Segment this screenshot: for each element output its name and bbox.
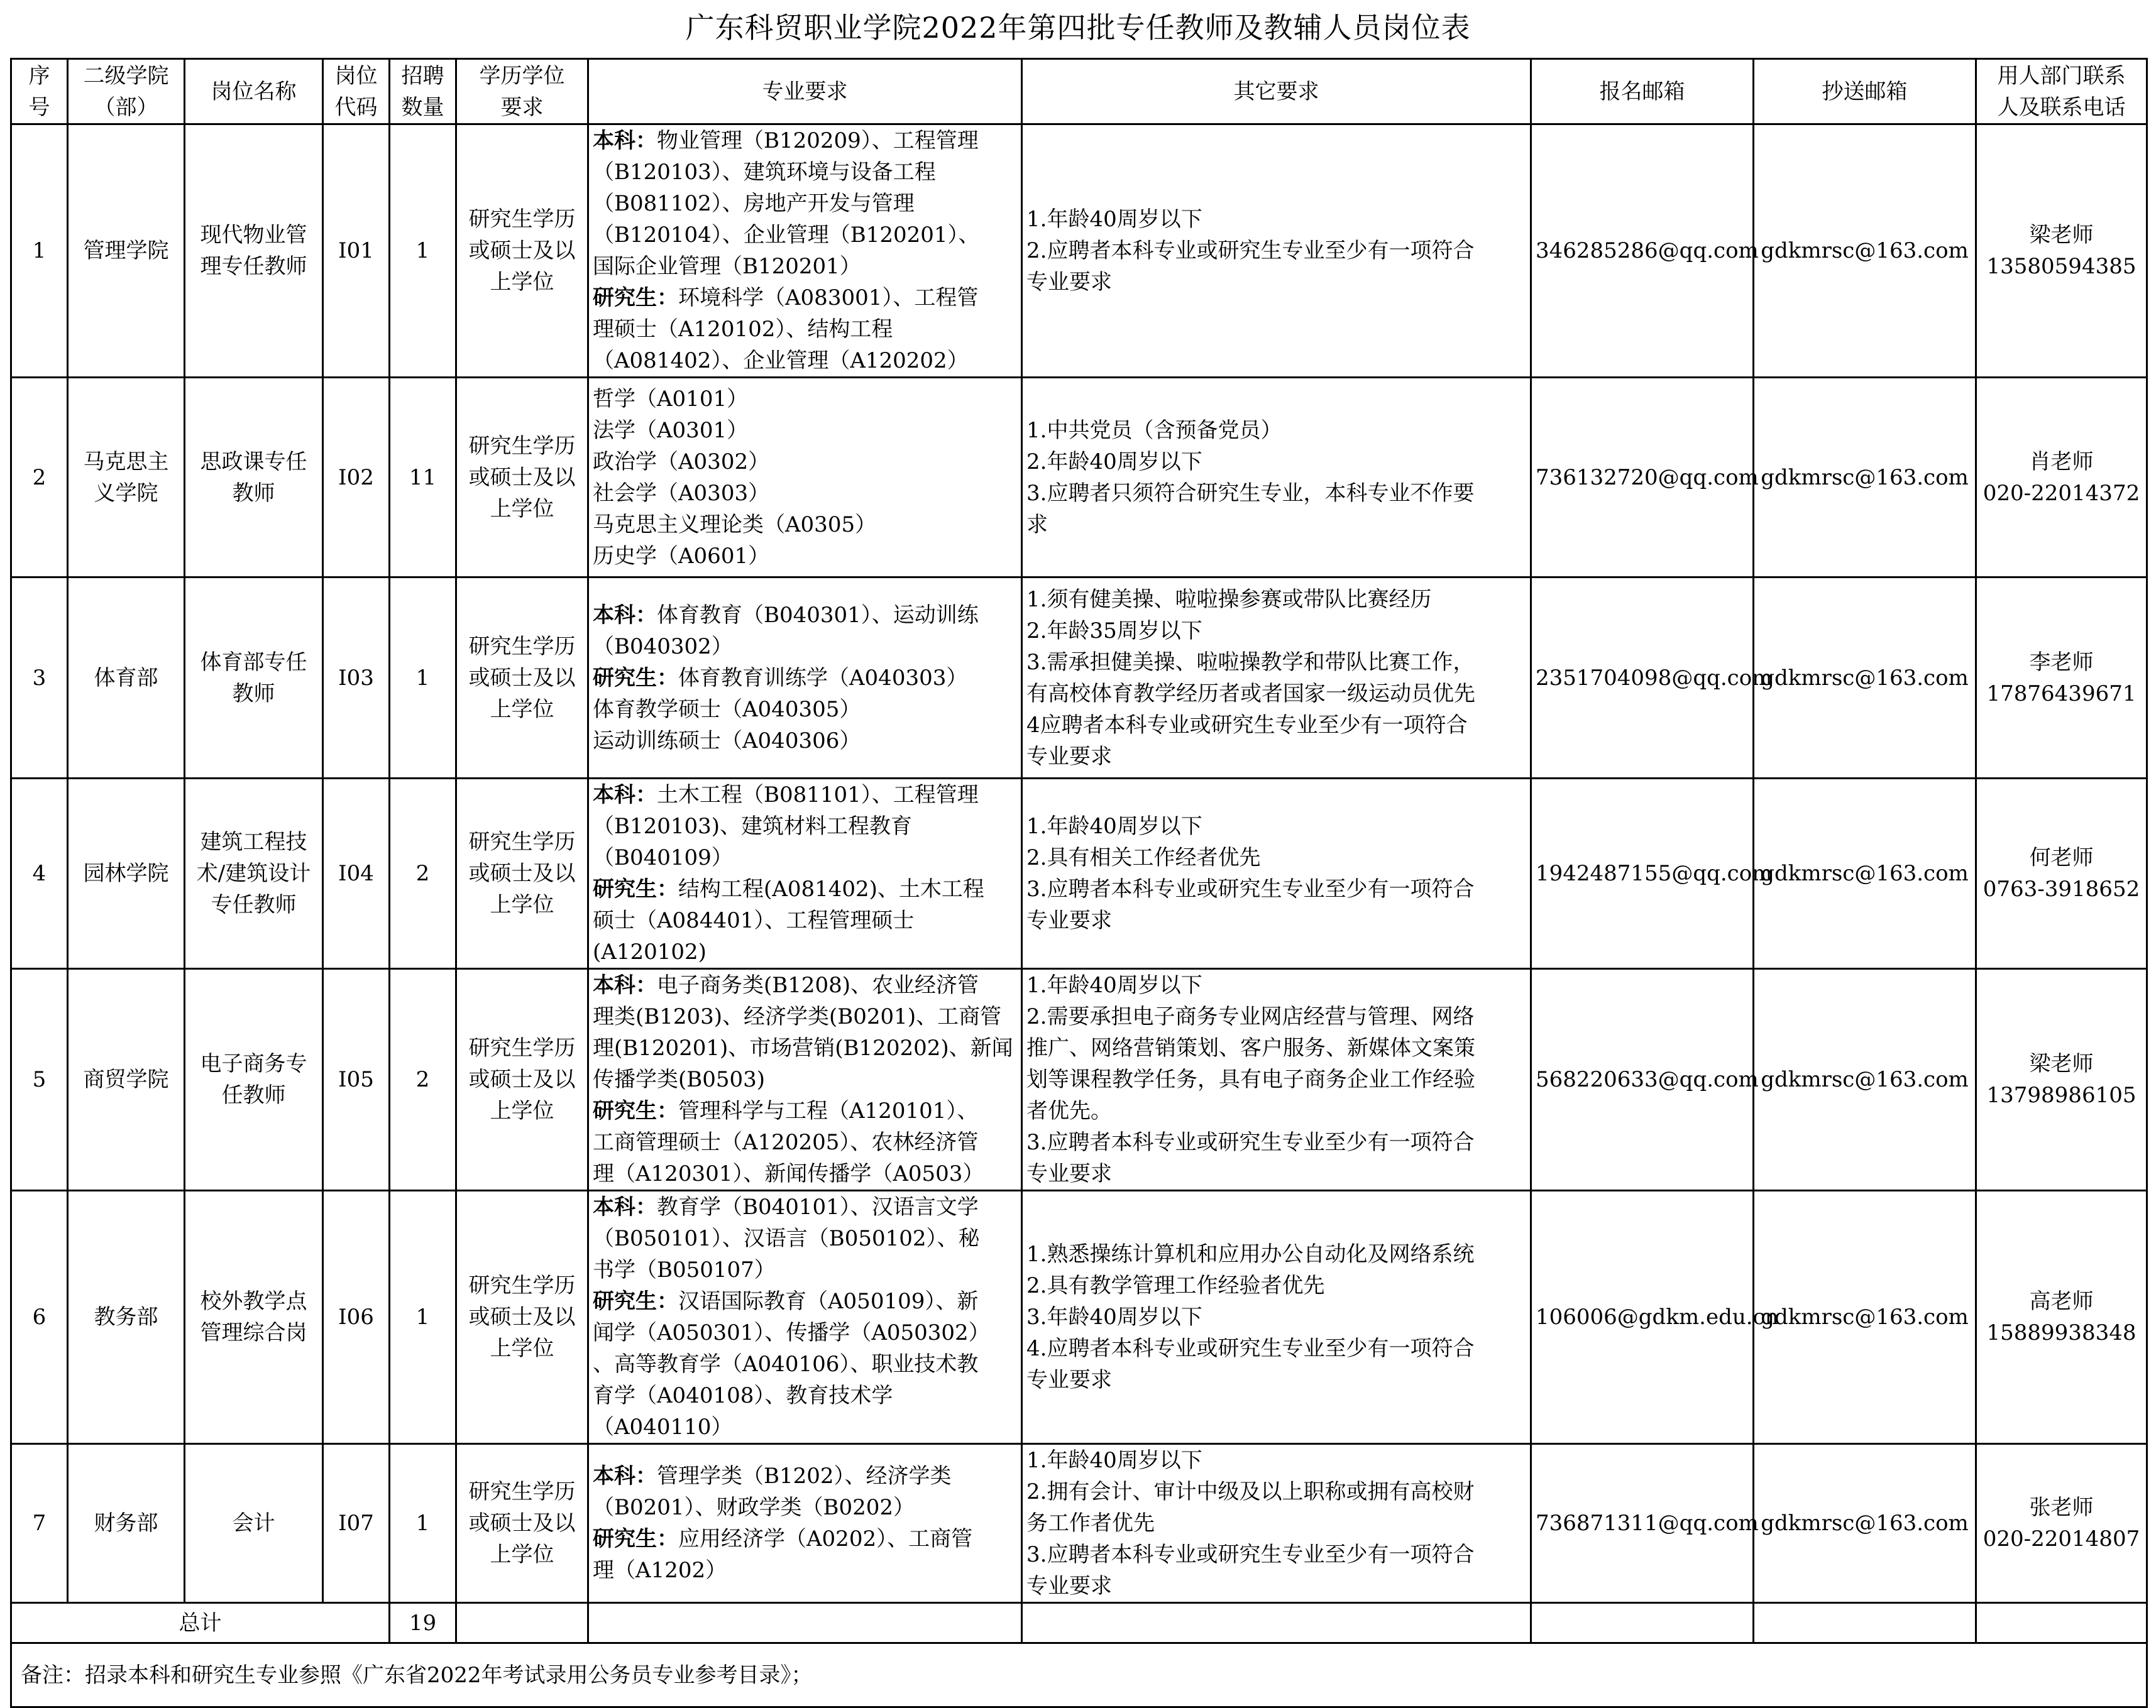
table-row [11,578,2147,779]
cell-line: 1.年龄40周岁以下 [1026,814,1202,839]
cell-count: 1 [390,1444,456,1603]
contact-name: 肖老师 [2029,449,2094,474]
cell-seq: 7 [11,1444,68,1603]
grad-text: 结构工程(A081402)、土木工程 [678,877,984,902]
cell-contact [1976,124,2147,378]
header-contact: 用人部门联系 人及联系电话 [1976,59,2147,124]
major-undergrad-line [593,188,1017,219]
cell-line: 教务部 [94,1305,158,1330]
cell-college [68,124,185,378]
cell-email: 2351704098@qq.com [1531,578,1754,779]
cell-degree [456,378,588,578]
contact-phone: 15889938348 [1986,1320,2137,1345]
cell-line: 务工作者优先 [1026,1511,1155,1536]
cell-major [588,578,1022,779]
undergrad-text: 国际企业管理（B120201） [593,254,861,279]
cell-line: 会计 [232,1511,275,1536]
total-empty-degree [456,1603,588,1643]
cell-line: 或硕士及以 [468,238,576,263]
cell-line: 研究生学历 [468,207,576,232]
grad-label: 研究生： [593,877,678,902]
cell-line: 1.中共党员（含预备党员） [1026,417,1282,443]
grad-text: 理硕士（A120102）、结构工程 [593,317,893,342]
contact-name: 高老师 [2029,1289,2094,1314]
undergrad-label: 本科： [593,128,657,153]
grad-label: 研究生： [593,285,678,310]
contact-phone: 17876439671 [1986,681,2137,706]
cell-code: I02 [323,378,390,578]
undergrad-text: （B0201）、财政学类（B0202） [593,1495,915,1520]
cell-line: 校外教学点 [200,1289,307,1314]
total-empty-contact [1976,1603,2147,1643]
cell-seq: 1 [11,124,68,378]
cell-count: 2 [390,779,456,969]
table-row [11,969,2147,1191]
cell-seq: 2 [11,378,68,578]
cell-cc: gdkmrsc@163.com [1754,779,1976,969]
total-row [11,1603,2147,1643]
cell-count: 1 [390,1191,456,1444]
cell-line: 商贸学院 [83,1067,169,1092]
cell-degree [456,1191,588,1444]
cell-line: 历史学（A0601） [593,543,770,569]
cell-other [1022,124,1531,378]
major-undergrad-line [593,1460,1017,1492]
cell-line: 研究生学历 [468,633,576,659]
cell-post [185,1191,323,1444]
undergrad-text: 理类(B1203)、经济学类(B0201)、工商管 [593,1004,1002,1029]
cell-line: 体育部专任 [200,649,307,675]
cell-other [1022,779,1531,969]
cell-line: 1.须有健美操、啦啦操参赛或带队比赛经历 [1026,586,1432,612]
contact-name: 何老师 [2029,845,2094,870]
major-grad-line [593,314,1017,345]
cell-seq: 4 [11,779,68,969]
cell-seq: 3 [11,578,68,779]
cell-college [68,578,185,779]
major-grad-line [593,1286,1017,1317]
contact-phone: 020-22014807 [1983,1526,2140,1552]
cell-line: 研究生学历 [468,1036,576,1061]
major-undergrad-line [593,842,1017,873]
cell-code: I07 [323,1444,390,1603]
undergrad-text: （B081102）、房地产开发与管理 [593,191,915,216]
cell-line: 1.年龄40周岁以下 [1026,973,1202,998]
cell-cc: gdkmrsc@163.com [1754,969,1976,1191]
contact-phone: 0763-3918652 [1983,877,2140,902]
cell-line: 上学位 [490,1542,554,1567]
cell-email: 568220633@qq.com [1531,969,1754,1191]
cell-count: 2 [390,969,456,1191]
cell-post [185,1444,323,1603]
cell-line: 3.应聘者本科专业或研究生专业至少有一项符合 [1026,1542,1475,1567]
major-undergrad-line [593,970,1017,1001]
cell-line: 教师 [232,480,275,506]
cell-line: 思政课专任 [200,449,307,474]
major-grad-line [593,694,1017,725]
cell-line: 研究生学历 [468,433,576,459]
major-grad-line [593,1380,1017,1411]
cell-line: 4.应聘者本科专业或研究生专业至少有一项符合 [1026,1336,1475,1361]
grad-label: 研究生： [593,1289,678,1314]
cell-line: 术/建筑设计 [196,861,311,886]
cell-line: 上学位 [490,892,554,917]
cell-line: 1.年龄40周岁以下 [1026,1448,1202,1473]
table-row [11,1444,2147,1603]
undergrad-text: （B120103）、建筑环境与设备工程 [593,160,936,185]
cell-college [68,1191,185,1444]
major-grad-line [593,936,1017,968]
cell-count: 1 [390,124,456,378]
grad-label: 研究生： [593,1098,678,1124]
grad-text: 硕士（A084401）、工程管理硕士 [593,908,915,933]
grad-text: 环境科学（A083001）、工程管 [678,285,979,310]
cell-code: I01 [323,124,390,378]
cell-contact [1976,1444,2147,1603]
table-row [11,124,2147,378]
note-row [11,1643,2147,1707]
cell-line: 专业要求 [1026,1161,1112,1186]
cell-contact [1976,779,2147,969]
cell-email: 736871311@qq.com [1531,1444,1754,1603]
cell-line: 上学位 [490,1336,554,1361]
cell-email: 346285286@qq.com [1531,124,1754,378]
undergrad-text: 理(B120201)、市场营销(B120202)、新闻 [593,1036,1013,1061]
cell-cc: gdkmrsc@163.com [1754,1191,1976,1444]
grad-text: 育学（A040108）、教育技术学 [593,1383,893,1408]
major-grad-line [593,345,1017,376]
cell-line: 2.年龄35周岁以下 [1026,618,1202,643]
major-undergrad-line [593,1492,1017,1523]
major-grad-line [593,1349,1017,1380]
major-grad-line [593,662,1017,694]
contact-phone: 13798986105 [1986,1083,2137,1108]
cell-line: 上学位 [490,696,554,722]
header-post: 岗位名称 [185,59,323,124]
cell-line: 哲学（A0101） [593,386,749,412]
cell-line: 专业要求 [1026,743,1112,769]
cell-major [588,124,1022,378]
undergrad-text: 教育学（B040101）、汉语言文学 [657,1195,979,1220]
cell-line: 管理综合岗 [200,1320,307,1345]
header-email: 报名邮箱 [1531,59,1754,124]
cell-line: 3.应聘者本科专业或研究生专业至少有一项符合 [1026,877,1475,902]
cell-major [588,378,1022,578]
major-grad-line [593,1411,1017,1443]
undergrad-label: 本科： [593,602,657,628]
undergrad-label: 本科： [593,1195,657,1220]
cell-line: 专业要求 [1026,1367,1112,1393]
cell-contact [1976,378,2147,578]
cell-other [1022,1191,1531,1444]
major-grad-line [593,725,1017,757]
cell-line: 2.应聘者本科专业或研究生专业至少有一项符合 [1026,238,1475,263]
grad-text: 理（A120301）、新闻传播学（A0503） [593,1161,984,1186]
header-cc: 抄送邮箱 [1754,59,1976,124]
cell-major [588,779,1022,969]
undergrad-label: 本科： [593,782,657,807]
cell-other [1022,969,1531,1191]
cell-college [68,378,185,578]
cell-line: 法学（A0301） [593,417,749,443]
cell-line: 义学院 [94,480,158,506]
cell-cc: gdkmrsc@163.com [1754,578,1976,779]
undergrad-label: 本科： [593,1464,657,1489]
cell-line: 3.需承担健美操、啦啦操教学和带队比赛工作， [1026,649,1475,675]
undergrad-text: （B050101）、汉语言（B050102）、秘 [593,1226,980,1251]
cell-line: 上学位 [490,1098,554,1124]
undergrad-text: （B040109） [593,845,733,870]
cell-post [185,779,323,969]
cell-line: 园林学院 [83,861,169,886]
cell-email: 106006@gdkm.edu.cn [1531,1191,1754,1444]
total-label: 总计 [11,1603,390,1643]
major-undergrad-line [593,1001,1017,1032]
cell-line: 专业要求 [1026,270,1112,295]
grad-text: 、高等教育学（A040106）、职业技术教 [593,1352,979,1377]
grad-text: 闻学（A050301）、传播学（A050302） [593,1320,990,1345]
grad-text: 工商管理硕士（A120205）、农林经济管 [593,1130,979,1155]
cell-line: 研究生学历 [468,1273,576,1298]
cell-other [1022,1444,1531,1603]
grad-text: 体育教育训练学（A040303） [678,665,968,691]
cell-line: 或硕士及以 [468,1305,576,1330]
cell-major [588,969,1022,1191]
major-grad-line [593,905,1017,936]
cell-line: 现代物业管 [200,222,307,248]
cell-code: I04 [323,779,390,969]
table-row [11,378,2147,578]
grad-text: 应用经济学（A0202）、工商管 [678,1526,973,1552]
contact-phone: 020-22014372 [1983,480,2140,506]
cell-line: 4应聘者本科专业或研究生专业至少有一项符合 [1026,712,1468,738]
major-grad-line [593,1158,1017,1190]
cell-line: 或硕士及以 [468,1067,576,1092]
cell-line: 3.应聘者本科专业或研究生专业至少有一项符合 [1026,1130,1475,1155]
undergrad-text: 土木工程（B081101）、工程管理 [657,782,979,807]
header-count: 招聘 数量 [390,59,456,124]
cell-college [68,779,185,969]
grad-text: （A040110） [593,1415,733,1440]
undergrad-text: （B040302） [593,633,733,659]
cell-degree [456,779,588,969]
grad-label: 研究生： [593,1526,678,1552]
major-grad-line [593,1555,1017,1586]
header-seq: 序 号 [11,59,68,124]
major-undergrad-line [593,219,1017,251]
grad-text: (A120102) [593,939,707,965]
major-undergrad-line [593,779,1017,811]
cell-line: 上学位 [490,496,554,522]
cell-line: 推广、网络营销策划、客户服务、新媒体文案策 [1026,1036,1475,1061]
cell-line: 或硕士及以 [468,861,576,886]
cell-other [1022,378,1531,578]
cell-line: 专业要求 [1026,908,1112,933]
cell-post [185,969,323,1191]
cell-line: 电子商务专 [200,1051,307,1076]
major-grad-line [593,1317,1017,1349]
major-grad-line [593,282,1017,314]
grad-text: 汉语国际教育（A050109）、新 [678,1289,979,1314]
total-count: 19 [390,1603,456,1643]
cell-post [185,124,323,378]
undergrad-text: 体育教育（B040301）、运动训练 [657,602,979,628]
major-undergrad-line [593,125,1017,156]
major-undergrad-line [593,1191,1017,1223]
cell-line: 教师 [232,681,275,706]
cell-line: 上学位 [490,270,554,295]
cell-line: 2.拥有会计、审计中级及以上职称或拥有高校财 [1026,1479,1475,1504]
cell-cc: gdkmrsc@163.com [1754,124,1976,378]
cell-email: 736132720@qq.com [1531,378,1754,578]
undergrad-text: 电子商务类(B1208)、农业经济管 [657,973,979,998]
table-row [11,1191,2147,1444]
grad-text: 体育教学硕士（A040305） [593,696,861,722]
page-title: 广东科贸职业学院2022年第四批专任教师及教辅人员岗位表 [685,11,1471,45]
contact-name: 梁老师 [2029,1051,2094,1076]
undergrad-text: （B120103)、建筑材料工程教育 [593,814,913,839]
cell-code: I03 [323,578,390,779]
cell-line: 马克思主义理论类（A0305） [593,512,877,537]
cell-other [1022,578,1531,779]
cell-college [68,1444,185,1603]
cell-seq: 5 [11,969,68,1191]
cell-line: 划等课程教学任务，具有电子商务企业工作经验 [1026,1067,1475,1092]
cell-line: 财务部 [94,1511,158,1536]
cell-degree [456,578,588,779]
grad-text: 管理科学与工程（A120101）、 [678,1098,979,1124]
cell-line: 任教师 [221,1083,286,1108]
header-other: 其它要求 [1022,59,1531,124]
major-undergrad-line [593,631,1017,662]
cell-line: 2.年龄40周岁以下 [1026,449,1202,474]
cell-line: 2.需要承担电子商务专业网店经营与管理、网络 [1026,1004,1475,1029]
cell-line: 专业要求 [1026,1574,1112,1599]
major-undergrad-line [593,156,1017,188]
major-grad-line [593,1523,1017,1555]
major-undergrad-line [593,251,1017,282]
cell-line: 求 [1026,512,1048,537]
positions-table [10,58,2148,1708]
major-grad-line [593,1127,1017,1158]
cell-college [68,969,185,1191]
header-major: 专业要求 [588,59,1022,124]
cell-contact [1976,1191,2147,1444]
cell-line: 马克思主 [83,449,169,474]
grad-text: （A081402）、企业管理（A120202） [593,348,969,373]
undergrad-label: 本科： [593,973,657,998]
header-degree: 学历学位 要求 [456,59,588,124]
cell-code: I06 [323,1191,390,1444]
cell-count: 11 [390,378,456,578]
total-empty-email [1531,1603,1754,1643]
major-grad-line [593,1095,1017,1127]
major-undergrad-line [593,811,1017,842]
major-undergrad-line [593,1223,1017,1254]
cell-email: 1942487155@qq.com [1531,779,1754,969]
cell-count: 1 [390,578,456,779]
cell-line: 1.年龄40周岁以下 [1026,207,1202,232]
cell-degree [456,124,588,378]
cell-line: 或硕士及以 [468,665,576,691]
grad-label: 研究生： [593,665,678,691]
undergrad-text: （B120104）、企业管理（B120201）、 [593,222,980,248]
cell-line: 1.熟悉操练计算机和应用办公自动化及网络系统 [1026,1242,1475,1267]
cell-line: 政治学（A0302） [593,449,770,474]
major-undergrad-line [593,1032,1017,1064]
contact-phone: 13580594385 [1986,254,2137,279]
cell-line: 社会学（A0303） [593,480,770,506]
undergrad-text: 管理学类（B1202）、经济学类 [657,1464,952,1489]
cell-line: 管理学院 [83,238,169,263]
grad-text: 理（A1202） [593,1558,727,1583]
cell-line: 体育部 [94,665,158,691]
cell-line: 专任教师 [211,892,297,917]
contact-name: 张老师 [2029,1495,2094,1520]
cell-line: 2.具有教学管理工作经验者优先 [1026,1273,1325,1298]
major-undergrad-line [593,1254,1017,1286]
cell-line: 研究生学历 [468,1479,576,1504]
undergrad-text: 物业管理（B120209）、工程管理 [657,128,979,153]
total-empty-major [588,1603,1022,1643]
major-undergrad-line [593,599,1017,631]
cell-line: 研究生学历 [468,829,576,855]
major-undergrad-line [593,1064,1017,1095]
header-college: 二级学院 （部） [68,59,185,124]
cell-degree [456,969,588,1191]
cell-contact [1976,578,2147,779]
cell-line: 理专任教师 [200,254,307,279]
cell-line: 者优先。 [1026,1098,1112,1124]
contact-name: 梁老师 [2029,222,2094,248]
total-empty-cc [1754,1603,1976,1643]
cell-cc: gdkmrsc@163.com [1754,378,1976,578]
cell-major [588,1191,1022,1444]
cell-line: 有高校体育教学经历者或者国家一级运动员优先 [1026,681,1475,706]
cell-line: 建筑工程技 [200,829,307,855]
cell-seq: 6 [11,1191,68,1444]
cell-line: 2.具有相关工作经者优先 [1026,845,1261,870]
grad-text: 运动训练硕士（A040306） [593,728,861,753]
contact-name: 李老师 [2029,649,2094,675]
header-row [11,59,2147,124]
cell-major [588,1444,1022,1603]
cell-post [185,378,323,578]
cell-degree [456,1444,588,1603]
header-code: 岗位 代码 [323,59,390,124]
cell-post [185,578,323,779]
note-text: 备注：招录本科和研究生专业参照《广东省2022年考试录用公务员专业参考目录》； [11,1643,2147,1707]
cell-contact [1976,969,2147,1191]
cell-code: I05 [323,969,390,1191]
major-grad-line [593,873,1017,905]
total-empty-other [1022,1603,1531,1643]
undergrad-text: 传播学类(B0503) [593,1067,766,1092]
table-row [11,779,2147,969]
cell-line: 3.年龄40周岁以下 [1026,1305,1202,1330]
undergrad-text: 书学（B050107） [593,1257,776,1283]
cell-line: 或硕士及以 [468,1511,576,1536]
cell-line: 或硕士及以 [468,464,576,490]
cell-line: 3.应聘者只须符合研究生专业，本科专业不作要 [1026,480,1475,506]
cell-cc: gdkmrsc@163.com [1754,1444,1976,1603]
